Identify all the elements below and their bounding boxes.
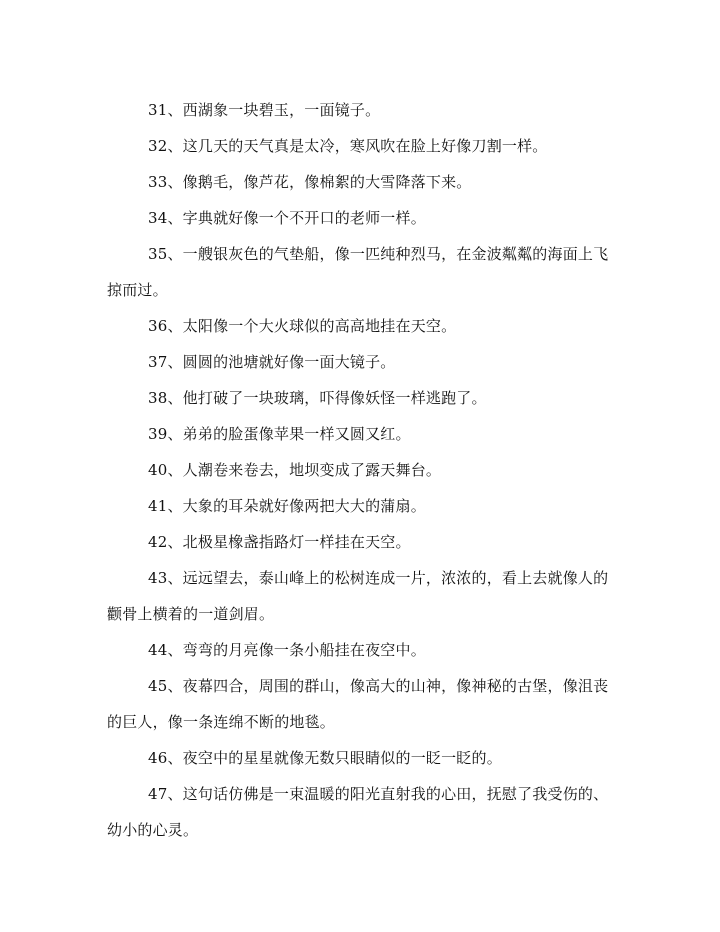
paragraph-33: 33、像鹅毛，像芦花，像棉絮的大雪降落下来。 [148,173,472,191]
paragraph-31: 31、西湖象一块碧玉，一面镜子。 [148,101,381,119]
paragraph-43: 43、远远望去，泰山峰上的松树连成一片，浓浓的，看上去就像人的颧骨上横着的一道剑眉。 [107,569,609,623]
paragraph-40: 40、人潮卷来卷去，地坝变成了露天舞台。 [148,461,442,479]
paragraph-39: 39、弟弟的脸蛋像苹果一样又圆又红。 [148,425,411,443]
document-body [107,92,617,848]
paragraph-44: 44、弯弯的月亮像一条小船挂在夜空中。 [148,641,426,659]
paragraph-34: 34、字典就好像一个不开口的老师一样。 [148,209,426,227]
paragraph-47: 47、这句话仿佛是一束温暖的阳光直射我的心田，抚慰了我受伤的、幼小的心灵。 [107,785,609,839]
paragraph-36: 36、太阳像一个大火球似的高高地挂在天空。 [148,317,457,335]
paragraph-42: 42、北极星橡盏指路灯一样挂在天空。 [148,533,411,551]
paragraph-41: 41、大象的耳朵就好像两把大大的蒲扇。 [148,497,426,515]
paragraph-38: 38、他打破了一块玻璃，吓得像妖怪一样逃跑了。 [148,389,487,407]
paragraph-37: 37、圆圆的池塘就好像一面大镜子。 [148,353,396,371]
paragraph-45: 45、夜幕四合，周围的群山，像高大的山神，像神秘的古堡，像沮丧的巨人，像一条连绵不断的地毯。 [107,677,609,731]
paragraph-46: 46、夜空中的星星就像无数只眼睛似的一眨一眨的。 [148,749,502,767]
paragraph-32: 32、这几天的天气真是太冷，寒风吹在脸上好像刀割一样。 [148,137,548,155]
paragraph-35: 35、一艘银灰色的气垫船，像一匹纯种烈马，在金波粼粼的海面上飞掠而过。 [107,245,609,299]
